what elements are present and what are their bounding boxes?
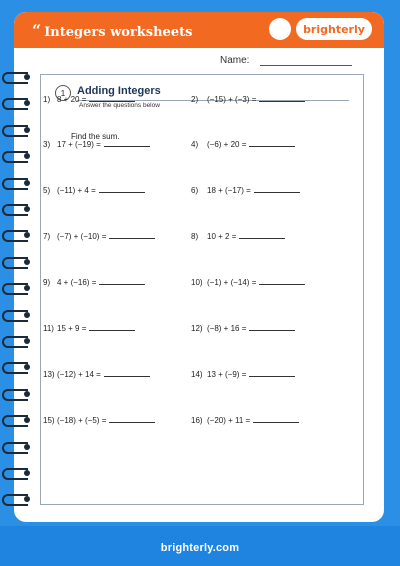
exercise-box <box>40 74 364 505</box>
answer-blank[interactable] <box>104 146 150 147</box>
problem-expression: 4 + (−16) = <box>57 278 97 287</box>
problem-item <box>43 232 155 241</box>
answer-blank[interactable] <box>254 192 300 193</box>
problem-item <box>191 232 285 241</box>
problem-expression: (−12) + 14 = <box>57 370 101 379</box>
problem-item <box>191 140 295 149</box>
answer-blank[interactable] <box>99 192 145 193</box>
spiral-binding-ring-icon <box>0 98 30 108</box>
problem-expression: (−18) + (−5) = <box>57 416 107 425</box>
problem-number: 1) <box>43 95 51 104</box>
problem-expression: (−11) + 4 = <box>57 186 96 195</box>
problem-number: 6) <box>191 186 199 195</box>
problem-number: 3) <box>43 140 51 149</box>
problem-item <box>43 370 150 379</box>
answer-blank[interactable] <box>239 238 285 239</box>
spiral-binding-ring-icon <box>0 204 30 214</box>
spiral-binding-ring-icon <box>0 230 30 240</box>
worksheet-page <box>14 12 384 522</box>
answer-blank[interactable] <box>104 376 150 377</box>
problem-item <box>43 95 135 104</box>
footer-url[interactable]: brighterly.com <box>160 542 240 554</box>
spiral-binding-ring-icon <box>0 125 30 135</box>
problem-item <box>43 324 135 333</box>
problem-item <box>191 370 295 379</box>
problem-number: 7) <box>43 232 51 241</box>
spiral-binding-ring-icon <box>0 151 30 161</box>
brighterly-logo[interactable] <box>296 18 372 40</box>
spiral-binding-ring-icon <box>0 257 30 267</box>
quote-icon: “ <box>32 21 42 40</box>
answer-blank[interactable] <box>249 330 295 331</box>
spiral-binding-ring-icon <box>0 283 30 293</box>
section-number: 1 <box>55 85 71 101</box>
spiral-binding-ring-icon <box>0 415 30 425</box>
problem-expression: (−20) + 11 = <box>207 416 251 425</box>
spiral-binding-ring-icon <box>0 72 30 82</box>
problem-number: 8) <box>191 232 199 241</box>
answer-blank[interactable] <box>109 238 155 239</box>
header-bar <box>14 12 384 48</box>
name-field-line[interactable] <box>260 65 352 66</box>
spiral-binding-ring-icon <box>0 336 30 346</box>
problem-number: 12) <box>191 324 203 333</box>
problem-expression: (−8) + 16 = <box>207 324 247 333</box>
problem-item <box>43 140 150 149</box>
section-subtitle: Answer the questions below <box>79 102 160 109</box>
spiral-binding-ring-icon <box>0 389 30 399</box>
problem-number: 4) <box>191 140 199 149</box>
spiral-binding-ring-icon <box>0 494 30 504</box>
problem-item <box>191 186 300 195</box>
problem-number: 11) <box>43 324 54 333</box>
problem-number: 9) <box>43 278 51 287</box>
answer-blank[interactable] <box>89 330 135 331</box>
problem-number: 15) <box>43 416 55 425</box>
answer-blank[interactable] <box>259 101 305 102</box>
spiral-binding-ring-icon <box>0 310 30 320</box>
answer-blank[interactable] <box>109 422 155 423</box>
problem-expression: (−1) + (−14) = <box>207 278 257 287</box>
section-title: Adding Integers <box>77 85 161 97</box>
worksheet-title-text: Integers worksheets <box>44 25 193 40</box>
problem-expression: 10 + 2 = <box>207 232 237 241</box>
problem-item <box>191 324 295 333</box>
spiral-binding-ring-icon <box>0 442 30 452</box>
answer-blank[interactable] <box>99 284 145 285</box>
problem-number: 16) <box>191 416 203 425</box>
problem-expression: 8 + 20 = <box>57 95 87 104</box>
spiral-binding-ring-icon <box>0 468 30 478</box>
worksheet-title <box>32 21 192 40</box>
problem-number: 5) <box>43 186 51 195</box>
problem-item <box>43 186 145 195</box>
instruction: Find the sum. <box>71 132 120 141</box>
problem-expression: 15 + 9 = <box>57 324 87 333</box>
spiral-binding-ring-icon <box>0 362 30 372</box>
answer-blank[interactable] <box>89 101 135 102</box>
spiral-binding-ring-icon <box>0 178 30 188</box>
name-label: Name: <box>220 55 250 66</box>
logo-text: brighterly <box>303 22 365 36</box>
problem-expression: 13 + (−9) = <box>207 370 247 379</box>
problem-item <box>43 416 155 425</box>
answer-blank[interactable] <box>259 284 305 285</box>
problem-item <box>191 95 305 104</box>
problem-item <box>191 416 299 425</box>
header-circle-icon <box>269 18 291 40</box>
problem-expression: (−15) + (−3) = <box>207 95 257 104</box>
problem-expression: (−7) + (−10) = <box>57 232 107 241</box>
problem-expression: 18 + (−17) = <box>207 186 251 195</box>
problem-number: 2) <box>191 95 199 104</box>
problem-number: 10) <box>191 278 203 287</box>
problem-item <box>191 278 305 287</box>
answer-blank[interactable] <box>253 422 299 423</box>
problem-number: 13) <box>43 370 55 379</box>
problem-number: 14) <box>191 370 203 379</box>
problem-expression: 17 + (−19) = <box>57 140 101 149</box>
problem-item <box>43 278 145 287</box>
answer-blank[interactable] <box>249 376 295 377</box>
answer-blank[interactable] <box>249 146 295 147</box>
problem-expression: (−6) + 20 = <box>207 140 247 149</box>
